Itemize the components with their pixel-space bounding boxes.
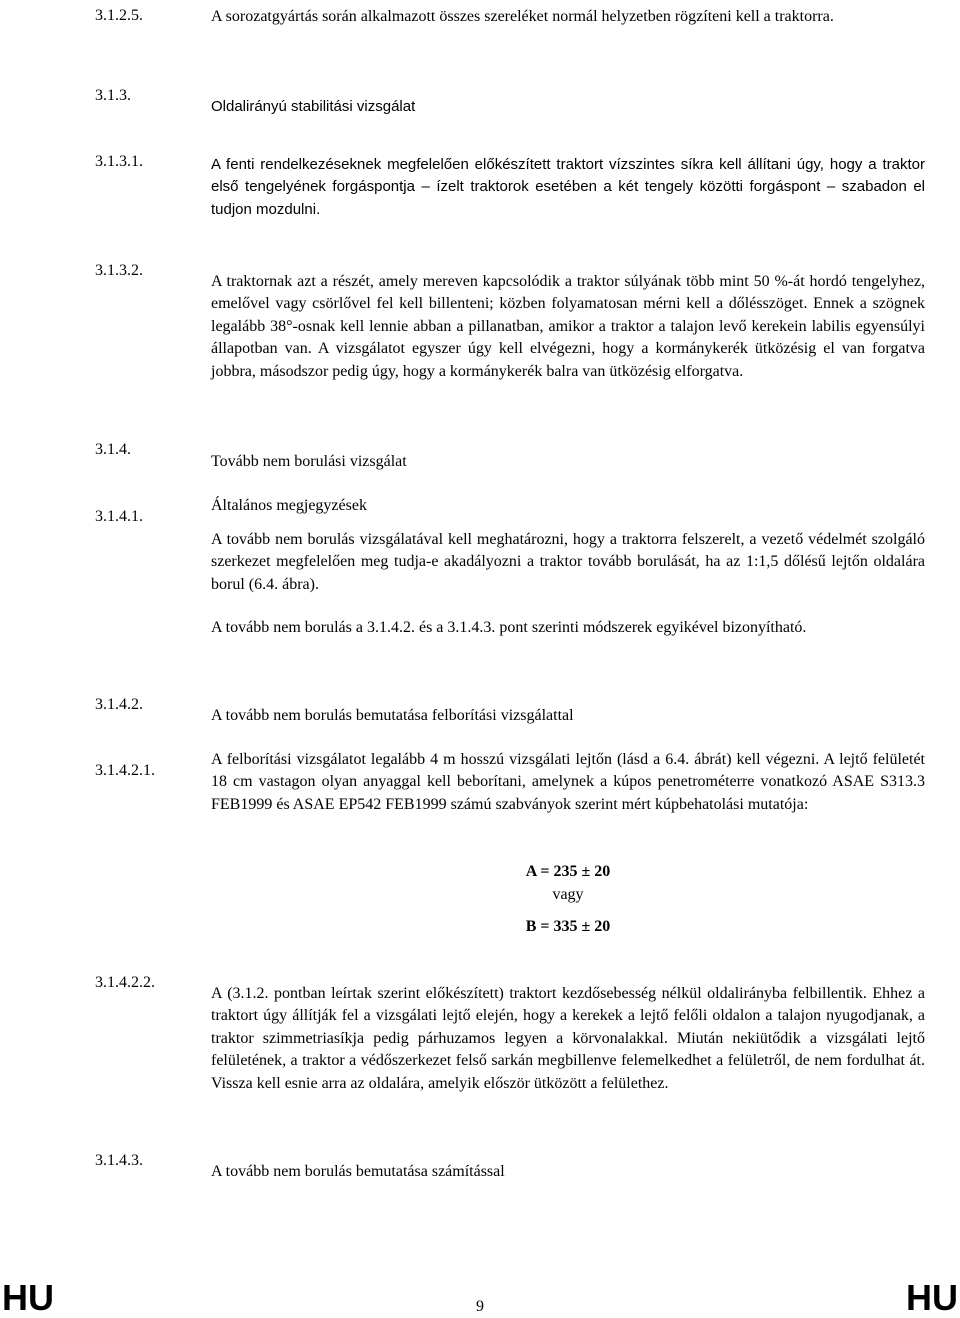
section-heading: A tovább nem borulás bemutatása számítással [211,1163,505,1180]
section-number: 3.1.4. [95,441,131,458]
paragraph: A tovább nem borulás vizsgálatával kell meghatározni, hogy a traktorra felszerelt, a vezető védelmét szolgáló szerkezet megfelelően meg tudja-e akadályozni a traktor tovább borulását, ha az 1:1,5 dőlésű lejtőn oldalára borul (6.4. ábra). [211,531,925,593]
section-number: 3.1.3. [95,87,131,104]
section-heading: Oldalirányú stabilitási vizsgálat [211,98,416,115]
formula-or: vagy [552,886,584,903]
section-heading: A tovább nem borulás bemutatása felborítási vizsgálattal [211,707,574,724]
paragraph: A (3.1.2. pontban leírtak szerint előkészített) traktort kezdősebesség nélkül oldalirányba felbillentik. Ehhez a traktort úgy állítják fel a vizsgálati lejtő elején, hogy a kerekek a lejtő felőli oldalon a talajon nyugodjanak, a traktor szimmetriasíkja pedig párhuzamos legyen a körvonalakkal. Miután nekiütődik a vizsgálati lejtő felületének, a traktor a védőszerkezet felső sarkán megbillenve felemelkedhet a felületről, de nem fordulhat át. Vissza kell esnie arra az oldalára, amelyik először ütközött a felülethez. [211,985,925,1092]
paragraph: A felborítási vizsgálatot legalább 4 m hosszú vizsgálati lejtőn (lásd a 6.4. ábrát) kell végezni. A lejtő felületét 18 cm vastagon olyan anyaggal kell beborítani, amelynek a kúpos penetrométerre vonatkozó ASAE S313.3 FEB1999 és ASAE EP542 FEB1999 számú szabványok szerint mért kúpbehatolási mutatója: [211,751,925,813]
section-number: 3.1.4.2.1. [95,762,155,779]
footer-language-left: HU [2,1277,54,1318]
section-number: 3.1.4.2. [95,696,143,713]
section-number: 3.1.4.2.2. [95,974,155,991]
section-number: 3.1.2.5. [95,7,143,24]
formula-b: B = 335 ± 20 [525,918,611,935]
section-number: 3.1.4.1. [95,508,143,525]
section-number: 3.1.3.2. [95,262,143,279]
page-number: 9 [476,1298,484,1315]
section-heading: Általános megjegyzések [211,497,367,514]
footer-language-right: HU [906,1277,958,1318]
paragraph: A fenti rendelkezéseknek megfelelően előkészített traktort vízszintes síkra kell állítani úgy, hogy a traktor első tengelyének forgáspontja – ízelt traktorok esetében a két tengely közötti forgáspont – szabadon el tudjon mozdulni. [211,156,925,218]
paragraph: A sorozatgyártás során alkalmazott összes szereléket normál helyzetben rögzíteni kell a traktorra. [211,8,834,25]
section-heading: Tovább nem borulási vizsgálat [211,453,407,470]
paragraph: A tovább nem borulás a 3.1.4.2. és a 3.1.4.3. pont szerinti módszerek egyikével bizonyítható. [211,619,807,636]
paragraph: A traktornak azt a részét, amely mereven kapcsolódik a traktor súlyának több mint 50 %-át hordó tengelyhez, emelővel vagy csörlővel fel kell billenteni; közben folyamatosan mérni kell a dőlésszöget. Ennek a szögnek legalább 38°-osnak kell lennie abban a pillanatban, amikor a traktor a talajon levő kerekein labilis egyensúlyi állapotban van. A vizsgálatot egyszer úgy kell elvégezni, hogy a kormánykerék ütközésig el van forgatva jobbra, másodszor pedig úgy, hogy a kormánykerék balra van ütközésig elforgatva. [211,273,925,380]
formula-a: A = 235 ± 20 [525,863,611,880]
section-number: 3.1.3.1. [95,153,143,170]
section-number: 3.1.4.3. [95,1152,143,1169]
